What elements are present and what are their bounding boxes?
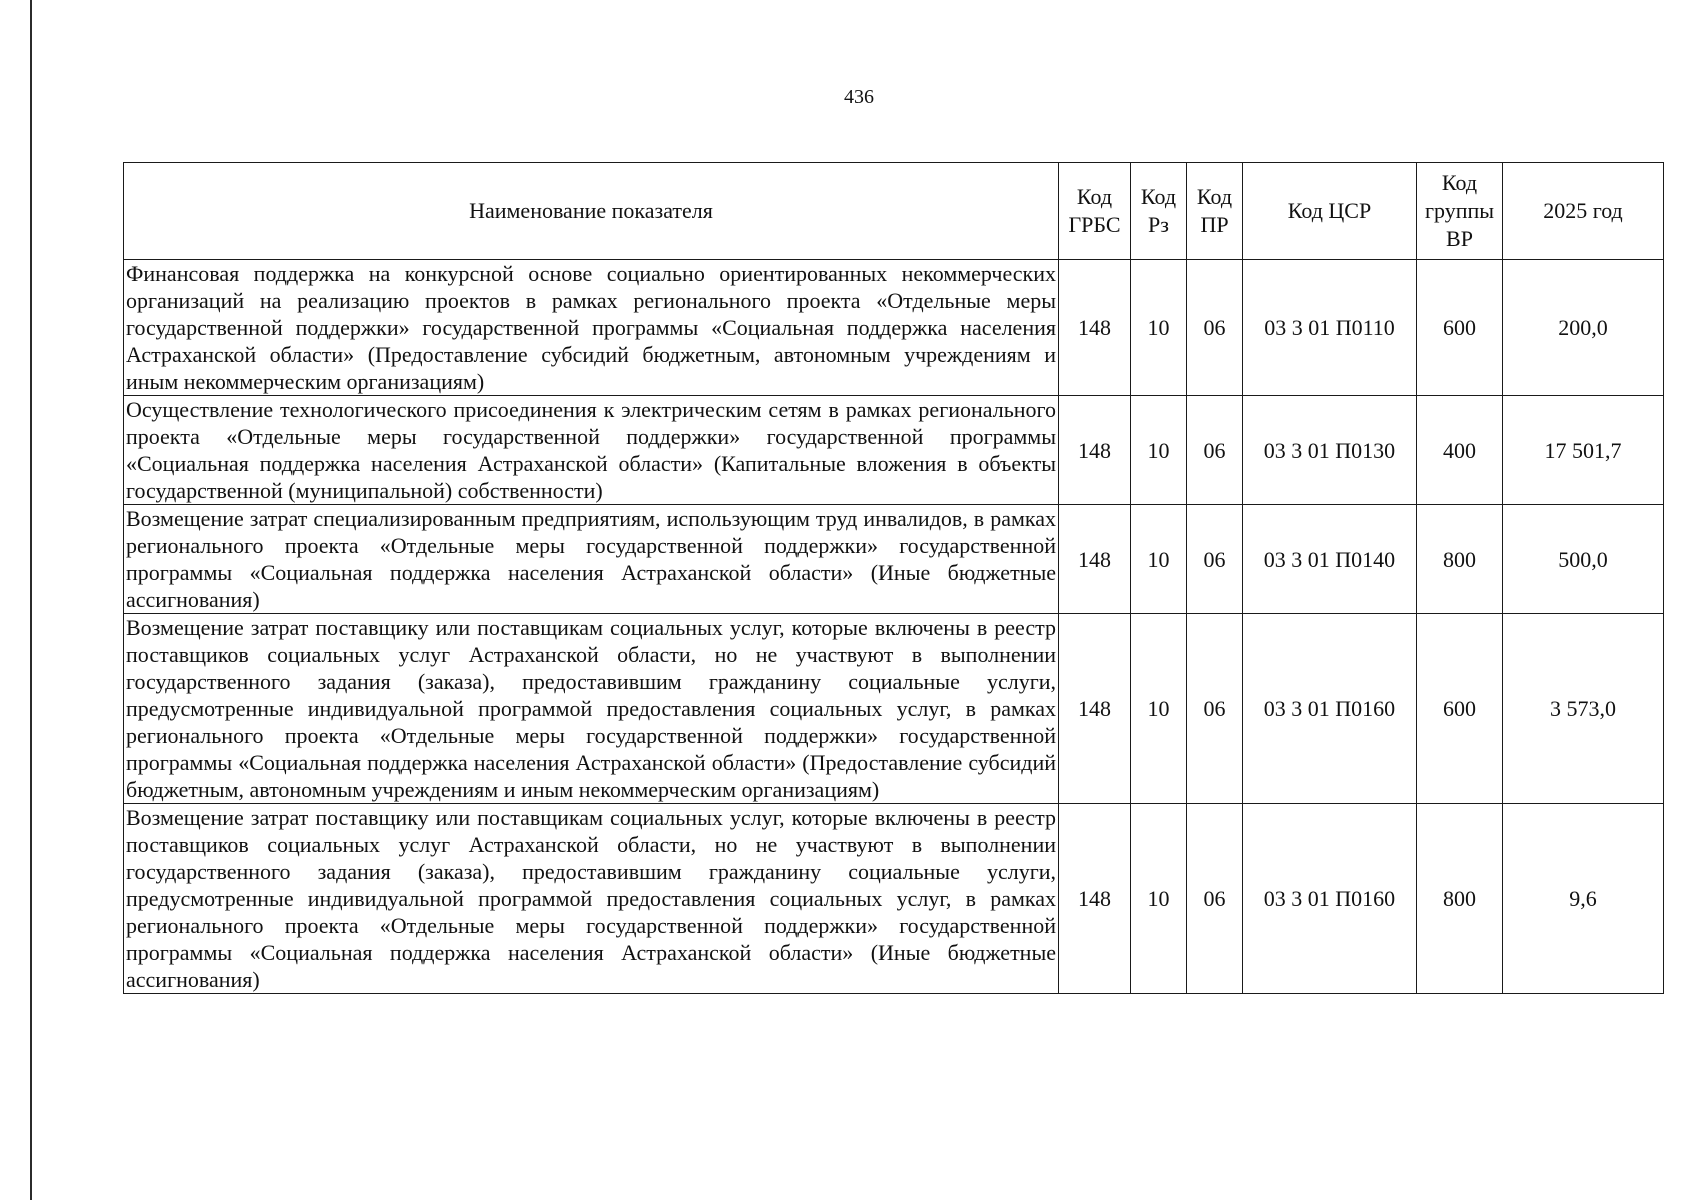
header-vr: Код группы ВР — [1417, 163, 1503, 260]
row-amount: 9,6 — [1503, 804, 1664, 994]
row-vr: 800 — [1417, 804, 1503, 994]
row-csr: 03 3 01 П0160 — [1243, 614, 1417, 804]
header-grbs: Код ГРБС — [1059, 163, 1131, 260]
header-year: 2025 год — [1503, 163, 1664, 260]
row-name: Возмещение затрат поставщику или поставщикам социальных услуг, которые включены в реестр поставщиков социальных услуг Астраханской области, но не участвуют в выполнении государственного задания (заказа), предоставившим гражданину социальные услуги, предусмотренные индивидуальной программой предоставления социальных услуг, в рамках регионального проекта «Отдельные меры государственной поддержки» государственной программы «Социальная поддержка населения Астраханской области» (Предоставление субсидий бюджетным, автономным учреждениям и иным некоммерческим организациям) — [124, 614, 1059, 804]
scan-edge-line — [30, 0, 32, 1200]
row-amount: 200,0 — [1503, 260, 1664, 396]
header-csr: Код ЦСР — [1243, 163, 1417, 260]
page-number: 436 — [844, 86, 874, 108]
row-rz: 10 — [1131, 804, 1187, 994]
row-csr: 03 3 01 П0160 — [1243, 804, 1417, 994]
row-name: Финансовая поддержка на конкурсной основе социально ориентированных некоммерческих организаций на реализацию проектов в рамках регионального проекта «Отдельные меры государственной поддержки» государственной программы «Социальная поддержка населения Астраханской области» (Предоставление субсидий бюджетным, автономным учреждениям и иным некоммерческим организациям) — [124, 260, 1059, 396]
table-row — [124, 614, 1664, 804]
row-rz: 10 — [1131, 505, 1187, 614]
row-name: Возмещение затрат поставщику или поставщикам социальных услуг, которые включены в реестр поставщиков социальных услуг Астраханской области, но не участвуют в выполнении государственного задания (заказа), предоставившим гражданину социальные услуги, предусмотренные индивидуальной программой предоставления социальных услуг, в рамках регионального проекта «Отдельные меры государственной поддержки» государственной программы «Социальная поддержка населения Астраханской области» (Иные бюджетные ассигнования) — [124, 804, 1059, 994]
row-rz: 10 — [1131, 614, 1187, 804]
row-grbs: 148 — [1059, 505, 1131, 614]
row-csr: 03 3 01 П0130 — [1243, 396, 1417, 505]
row-pr: 06 — [1187, 614, 1243, 804]
table-header-row — [124, 163, 1664, 260]
row-grbs: 148 — [1059, 260, 1131, 396]
row-pr: 06 — [1187, 804, 1243, 994]
row-amount: 500,0 — [1503, 505, 1664, 614]
row-csr: 03 3 01 П0110 — [1243, 260, 1417, 396]
row-pr: 06 — [1187, 505, 1243, 614]
header-name: Наименование показателя — [124, 163, 1059, 260]
table-row — [124, 260, 1664, 396]
row-vr: 600 — [1417, 260, 1503, 396]
row-vr: 400 — [1417, 396, 1503, 505]
row-rz: 10 — [1131, 396, 1187, 505]
row-name: Осуществление технологического присоединения к электрическим сетям в рамках регионального проекта «Отдельные меры государственной поддержки» государственной программы «Социальная поддержка населения Астраханской области» (Капитальные вложения в объекты государственной (муниципальной) собственности) — [124, 396, 1059, 505]
row-grbs: 148 — [1059, 396, 1131, 505]
row-grbs: 148 — [1059, 804, 1131, 994]
table-row — [124, 804, 1664, 994]
row-csr: 03 3 01 П0140 — [1243, 505, 1417, 614]
row-name: Возмещение затрат специализированным предприятиям, использующим труд инвалидов, в рамках регионального проекта «Отдельные меры государственной поддержки» государственной программы «Социальная поддержка населения Астраханской области» (Иные бюджетные ассигнования) — [124, 505, 1059, 614]
row-vr: 800 — [1417, 505, 1503, 614]
table-row — [124, 505, 1664, 614]
header-rz: Код Рз — [1131, 163, 1187, 260]
row-pr: 06 — [1187, 396, 1243, 505]
row-vr: 600 — [1417, 614, 1503, 804]
header-pr: Код ПР — [1187, 163, 1243, 260]
budget-table — [123, 162, 1664, 994]
row-grbs: 148 — [1059, 614, 1131, 804]
row-rz: 10 — [1131, 260, 1187, 396]
row-amount: 3 573,0 — [1503, 614, 1664, 804]
table-row — [124, 396, 1664, 505]
row-amount: 17 501,7 — [1503, 396, 1664, 505]
row-pr: 06 — [1187, 260, 1243, 396]
